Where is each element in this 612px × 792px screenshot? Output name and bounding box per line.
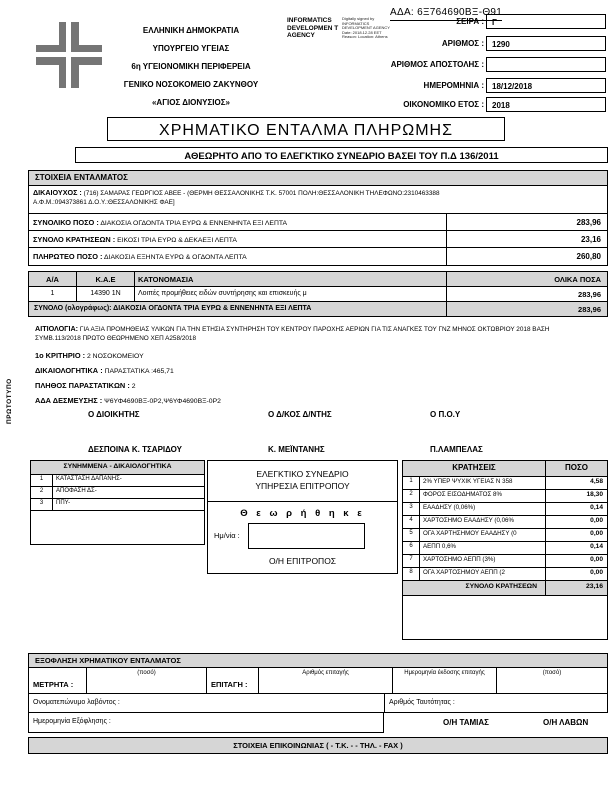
settlement-date-label: Ημερομηνία Εξόφλησης : bbox=[28, 713, 384, 733]
oikonomiko-etos-value-box: 2018 bbox=[486, 97, 606, 112]
criterion-label: 1ο ΚΡΙΤΗΡΙΟ : bbox=[35, 351, 86, 360]
attachment-row bbox=[31, 475, 204, 487]
deduction-label: ΟΓΑ ΧΑΡΤΟΣΗΜΟΥ ΑΕΠΠ (2 bbox=[423, 569, 505, 576]
kae-row-aa: 1 bbox=[50, 290, 55, 297]
commitment-ada-label: ΑΔΑ ΔΕΣΜΕΥΣΗΣ : bbox=[35, 396, 103, 405]
deduction-label: ΧΑΡΤΟΣΗΜΟ ΑΕΠΠ (3%) bbox=[423, 556, 496, 563]
attachment-row bbox=[31, 499, 204, 511]
org-line-region: 6η ΥΓΕΙΟΝΟΜΙΚΗ ΠΕΡΙΦΕΡΕΙΑ bbox=[131, 62, 251, 71]
cashier-label: Ο/Η ΤΑΜΙΑΣ bbox=[443, 718, 489, 727]
document-subtitle: ΑΘΕΩΡΗΤΟ ΑΠΟ ΤΟ ΕΛΕΓΚΤΙΚΟ ΣΥΝΕΔΡΙΟ ΒΑΣΕΙ ΤΟΥ Π.Δ 136/2011 bbox=[75, 147, 608, 163]
audit-date-box bbox=[248, 523, 365, 549]
kae-header-name: ΚΑΤΟΝΟΜΑΣΙΑ bbox=[134, 272, 446, 286]
deduction-amount: 0,14 bbox=[545, 503, 607, 515]
org-line-hospital: ΓΕΝΙΚΟ ΝΟΣΟΚΟΜΕΙΟ ΖΑΚΥΝΘΟΥ bbox=[123, 80, 259, 89]
attachment-num: 1 bbox=[31, 475, 53, 486]
deductions-total-words: ΕΙΚΟΣΙ ΤΡΙΑ ΕΥΡΩ & ΔΕΚΑΕΞΙ ΛΕΠΤΑ bbox=[117, 237, 237, 244]
criterion-value: 2 ΝΟΣΟΚΟΜΕΙΟΥ bbox=[87, 353, 144, 360]
stamp-signature-details: Digitally signed by INFORMATICS DEVELOPMENT AGENCY Date: 2018.12.28 EET Reason: Location: Athens bbox=[342, 16, 390, 40]
attachments-header: ΣΥΝΗΜΜΕΝΑ - ΔΙΚΑΙΟΛΟΓΗΤΙΚΑ bbox=[31, 461, 204, 475]
audit-court-line2: ΥΠΗΡΕΣΙΑ ΕΠΙΤΡΟΠΟΥ bbox=[255, 481, 350, 491]
signature-name-tsaridou: ΔΕΣΠΟΙΝΑ Κ. ΤΣΑΡΙΔΟΥ bbox=[88, 445, 183, 454]
field-seira bbox=[280, 14, 608, 30]
deduction-row bbox=[403, 542, 607, 555]
kae-header-code: Κ.Α.Ε bbox=[76, 272, 134, 286]
deduction-amount: 0,14 bbox=[545, 542, 607, 554]
recipient-name-label: Ονοματεπώνυμο λαβόντος : bbox=[29, 694, 385, 712]
kae-header-row bbox=[29, 272, 607, 287]
org-line-ministry: ΥΠΟΥΡΓΕΙΟ ΥΓΕΙΑΣ bbox=[152, 44, 230, 53]
deductions-header-label: ΚΡΑΤΗΣΕΙΣ bbox=[452, 463, 496, 472]
signature-title-admin-director: Ο Δ/ΚΟΣ Δ/ΝΤΗΣ bbox=[268, 410, 332, 419]
seira-label: ΣΕΙΡΑ : bbox=[456, 17, 484, 26]
payable-amount-words: ΔΙΑΚΟΣΙΑ ΕΞΗΝΤΑ ΕΥΡΩ & ΟΓΔΟΝΤΑ ΛΕΠΤΑ bbox=[104, 254, 247, 261]
supporting-docs-value: ΠΑΡΑΣΤΑΤΙΚΑ :465,71 bbox=[104, 368, 174, 375]
deduction-label: ΕΑΑΔΗΣΥ (0,06%) bbox=[423, 504, 476, 511]
audit-court-box bbox=[207, 460, 398, 574]
deduction-label: ΦΟΡΟΣ ΕΙΣΟΔΗΜΑΤΟΣ 8% bbox=[423, 491, 502, 498]
supporting-docs-line bbox=[35, 366, 174, 375]
attachment-label: ΑΠΟΦΑΣΗ ΔΣ- bbox=[56, 488, 97, 494]
settlement-section bbox=[28, 653, 608, 733]
deduction-amount: 0,00 bbox=[545, 555, 607, 567]
beneficiary-line1 bbox=[33, 188, 603, 198]
commissioner-label: Ο/Η ΕΠΙΤΡΟΠΟΣ bbox=[268, 556, 337, 566]
deductions-total-value: 23,16 bbox=[446, 231, 607, 247]
deduction-num: 7 bbox=[403, 555, 420, 567]
field-oikonomiko-etos bbox=[280, 97, 608, 113]
deduction-amount: 4,58 bbox=[545, 477, 607, 489]
signature-title-governor: Ο ΔΙΟΙΚΗΤΗΣ bbox=[88, 410, 140, 419]
attachment-num: 2 bbox=[31, 487, 53, 498]
beneficiary-info: (716) ΣΑΜΑΡΑΣ ΓΕΩΡΓΙΟΣ ΑΒΕΕ - (ΘΕΡΜΗ ΘΕΣΣΑΛΟΝΙΚΗΣ Τ.Κ. 57001 ΠΟΛΗ:ΘΕΣΣΑΛΟΝΙΚΗ ΤΗΛΕΦΩΝΟ:2310463388 bbox=[83, 190, 440, 197]
order-details-section bbox=[28, 170, 608, 266]
attachment-num: 3 bbox=[31, 499, 53, 510]
settlement-date-row bbox=[28, 713, 608, 733]
deduction-num: 2 bbox=[403, 490, 420, 502]
deduction-num: 5 bbox=[403, 529, 420, 541]
commitment-ada-value: Ψ6ΥΦ4690ΒΞ-0Ρ2,Ψ6ΥΦ4690ΒΞ-0Ρ2 bbox=[104, 398, 221, 405]
deductions-header-amount: ΠΟΣΟ bbox=[545, 461, 607, 476]
total-amount-words: ΔΙΑΚΟΣΙΑ ΟΓΔΟΝΤΑ ΤΡΙΑ ΕΥΡΩ & ΕΝΝΕΝΗΝΤΑ ΕΞΙ ΛΕΠΤΑ bbox=[100, 220, 288, 227]
justification-paragraph bbox=[35, 324, 583, 343]
signature-title-poy: Ο Π.Ο.Υ bbox=[430, 410, 461, 419]
recipient-row bbox=[28, 694, 608, 713]
criterion-line bbox=[35, 351, 144, 360]
cross-white-stripe-horizontal bbox=[36, 52, 102, 57]
organization-header bbox=[96, 22, 286, 112]
payable-amount-value: 260,80 bbox=[446, 248, 607, 265]
settlement-method-row bbox=[28, 668, 608, 694]
docs-count-line bbox=[35, 381, 135, 390]
field-imerominia bbox=[280, 78, 608, 94]
deduction-amount: 18,30 bbox=[545, 490, 607, 502]
kae-data-row bbox=[29, 287, 607, 302]
deduction-amount: 0,00 bbox=[545, 516, 607, 528]
org-line-republic: ΕΛΛΗΝΙΚΗ ΔΗΜΟΚΡΑΤΙΑ bbox=[142, 26, 240, 35]
deduction-label: ΧΑΡΤΟΣΗΜΟ ΕΑΑΔΗΣΥ (0,06% bbox=[423, 517, 514, 524]
deduction-num: 4 bbox=[403, 516, 420, 528]
deductions-total-row bbox=[403, 581, 607, 596]
kae-row-name: Λοιπές προμήθειες ειδών συντήρησης και επισκευής μ bbox=[134, 287, 446, 301]
recipient-id-label: Αριθμός Ταυτότητας : bbox=[389, 699, 455, 706]
docs-count-value: 2 bbox=[131, 383, 136, 390]
order-details-header: ΣΤΟΙΧΕΙΑ ΕΝΤΑΛΜΑΤΟΣ bbox=[29, 171, 607, 186]
kae-total-amount: 283,96 bbox=[446, 302, 607, 316]
deduction-label: ΑΕΠΠ 0,6% bbox=[423, 543, 457, 550]
deduction-num: 3 bbox=[403, 503, 420, 515]
audit-court-line1: ΕΛΕΓΚΤΙΚΟ ΣΥΝΕΔΡΙΟ bbox=[256, 469, 349, 479]
deduction-num: 6 bbox=[403, 542, 420, 554]
deduction-label: ΟΓΑ ΧΑΡΤΗΣΗΜΟΥ ΕΑΑΔΗΣΥ (0 bbox=[423, 530, 517, 537]
attachment-row bbox=[31, 487, 204, 499]
kae-total-row bbox=[29, 302, 607, 316]
audit-court-header bbox=[208, 461, 397, 502]
cheque-label: ΕΠΙΤΑΓΗ : bbox=[211, 680, 248, 689]
cheque-amount-hint: (ποσό) bbox=[542, 670, 562, 676]
deduction-num: 1 bbox=[403, 477, 420, 489]
stamp-agency-name: INFORMATICS DEVELOPMEN T AGENCY bbox=[287, 17, 339, 39]
arithmos-label: ΑΡΙΘΜΟΣ : bbox=[441, 39, 484, 48]
deduction-row bbox=[403, 555, 607, 568]
contact-info-bar: ΣΤΟΙΧΕΙΑ ΕΠΙΚΟΙΝΩΝΙΑΣ ( - Τ.Κ. - - ΤΗΛ. - FAX ) bbox=[28, 737, 608, 754]
arithmos-apostolis-value-box bbox=[486, 57, 606, 72]
settlement-header: ΕΞΟΦΛΗΣΗ ΧΡΗΜΑΤΙΚΟΥ ΕΝΤΑΛΜΑΤΟΣ bbox=[28, 653, 608, 668]
payable-amount-row bbox=[29, 248, 607, 265]
deduction-row bbox=[403, 477, 607, 490]
justification-label: ΑΙΤΙΟΛΟΓΙΑ: bbox=[35, 324, 79, 333]
kae-row-code: 14390 1Ν bbox=[76, 287, 134, 301]
audit-date-label: Ημ/νία : bbox=[214, 531, 240, 540]
document-title: ΧΡΗΜΑΤΙΚΟ ΕΝΤΑΛΜΑ ΠΛΗΡΩΜΗΣ bbox=[107, 117, 505, 141]
kae-row-amount: 283,96 bbox=[446, 287, 607, 301]
kae-header-aa: Α/Α bbox=[46, 275, 59, 284]
cash-amount-hint: (ποσό) bbox=[137, 670, 156, 676]
beneficiary-row bbox=[29, 186, 607, 214]
seira-value-box: Γ bbox=[486, 14, 606, 29]
deductions-total-row bbox=[29, 231, 607, 248]
oikonomiko-etos-label: ΟΙΚΟΝΟΜΙΚΟ ΕΤΟΣ : bbox=[403, 100, 484, 109]
field-arithmos bbox=[280, 36, 608, 52]
total-amount-row bbox=[29, 214, 607, 231]
deductions-total-label: ΣΥΝΟΛΟ ΚΡΑΤΗΣΕΩΝ : bbox=[33, 235, 116, 244]
signature-name-meintanis: Κ. ΜΕΪΝΤΑΝΗΣ bbox=[268, 445, 325, 454]
deduction-label: 2% ΥΠΕΡ ΨΥΧΙΚ ΥΓΕΙΑΣ Ν 358 bbox=[423, 478, 513, 485]
ada-label: ΑΔΑ: bbox=[390, 7, 414, 18]
deduction-row bbox=[403, 490, 607, 503]
supporting-docs-label: ΔΙΚΑΙΟΛΟΓΗΤΙΚΑ : bbox=[35, 366, 103, 375]
deductions-header-row bbox=[403, 461, 607, 477]
docs-count-label: ΠΛΗΘΟΣ ΠΑΡΑΣΤΑΤΙΚΩΝ : bbox=[35, 381, 130, 390]
justification-text: ΓΙΑ ΑΞΙΑ ΠΡΟΜΗΘΕΙΑΣ ΥΛΙΚΩΝ ΓΙΑ ΤΗΝ ΕΤΗΣΙΑ ΣΥΝΤΗΡΗΣΗ ΤΟΥ ΚΕΝΤΡΟΥ ΠΑΡΟΧΗΣ ΑΕΡΙΩΝ ΓΙΑ ΤΙΣ ΑΝΑΓΚΕΣ ΤΟΥ ΓΝΖ ΜΗΝΟΣ ΟΚΤΩΒΡΙΟΥ 2018 ΒΑΣΗ ΣΥΜΒ.113/2018 ΠΡΩΤΟ ΘΕΩΡΗΜΕΝΟ ΧΕΠ Α258/2018 bbox=[35, 326, 550, 342]
payable-amount-label: ΠΛΗΡΩΤΕΟ ΠΟΣΟ : bbox=[33, 252, 103, 261]
kae-table bbox=[28, 271, 608, 317]
deductions-sum-amount: 23,16 bbox=[545, 581, 607, 595]
signature-name-lampelas: Π.ΛΑΜΠΕΛΑΣ bbox=[430, 445, 483, 454]
total-amount-label: ΣΥΝΟΛΙΚΟ ΠΟΣΟ : bbox=[33, 218, 99, 227]
field-arithmos-apostolis bbox=[280, 57, 608, 73]
arithmos-value-box: 1290 bbox=[486, 36, 606, 51]
attachment-label: ΚΑΤΑΣΤΑΣΗ ΔΑΠΑΝΗΣ- bbox=[56, 476, 122, 482]
arithmos-apostolis-label: ΑΡΙΘΜΟΣ ΑΠΟΣΤΟΛΗΣ : bbox=[390, 60, 484, 69]
imerominia-label: ΗΜΕΡΟΜΗΝΙΑ : bbox=[423, 81, 484, 90]
cash-label: ΜΕΤΡΗΤΑ : bbox=[33, 680, 74, 689]
audit-date-line bbox=[208, 523, 397, 549]
total-amount-value: 283,96 bbox=[446, 214, 607, 230]
beneficiary-label: ΔΙΚΑΙΟΥΧΟΣ : bbox=[33, 188, 82, 197]
deduction-row bbox=[403, 568, 607, 581]
imerominia-value-box: 18/12/2018 bbox=[486, 78, 606, 93]
attachment-label: ΠΠΥ- bbox=[56, 500, 71, 506]
kae-total-label: ΣΥΝΟΛΟ (ολογράφως): ΔΙΑΚΟΣΙΑ ΟΓΔΟΝΤΑ ΤΡΙΑ ΕΥΡΩ & ΕΝΝΕΝΗΝΤΑ ΕΞΙ ΛΕΠΤΑ bbox=[34, 305, 312, 312]
deductions-sum-label: ΣΥΝΟΛΟ ΚΡΑΤΗΣΕΩΝ bbox=[465, 583, 537, 590]
deduction-amount: 0,00 bbox=[545, 568, 607, 580]
approved-stamp-text: Θ ε ω ρ ή θ η κ ε bbox=[240, 508, 365, 519]
deduction-row bbox=[403, 529, 607, 542]
kae-header-amount: ΟΛΙΚΑ ΠΟΣΑ bbox=[446, 272, 607, 286]
receiver-label: Ο/Η ΛΑΒΩΝ bbox=[543, 718, 589, 727]
org-line-saint: «ΑΓΙΟΣ ΔΙΟΝΥΣΙΟΣ» bbox=[151, 98, 230, 107]
cheque-number-hint: Αριθμός επιταγής bbox=[302, 670, 349, 676]
beneficiary-line2: Α.Φ.Μ.:094373861 Δ.Ο.Υ.:ΘΕΣΣΑΛΟΝΙΚΗΣ ΦΑΕ] bbox=[33, 199, 175, 206]
deduction-row bbox=[403, 503, 607, 516]
deductions-table bbox=[402, 460, 608, 640]
deduction-num: 8 bbox=[403, 568, 420, 580]
hospital-cross-logo bbox=[36, 22, 102, 88]
deduction-amount: 0,00 bbox=[545, 529, 607, 541]
original-copy-watermark: ΠΡΩΤΟΤΥΠΟ bbox=[6, 378, 13, 424]
deduction-row bbox=[403, 516, 607, 529]
commitment-ada-line bbox=[35, 396, 221, 405]
attachments-table bbox=[30, 460, 205, 545]
cheque-date-hint: Ημερομηνία έκδοσης επιταγής bbox=[404, 670, 485, 676]
ada-value: 6Ξ764690ΒΞ-Θ91 bbox=[417, 7, 503, 18]
